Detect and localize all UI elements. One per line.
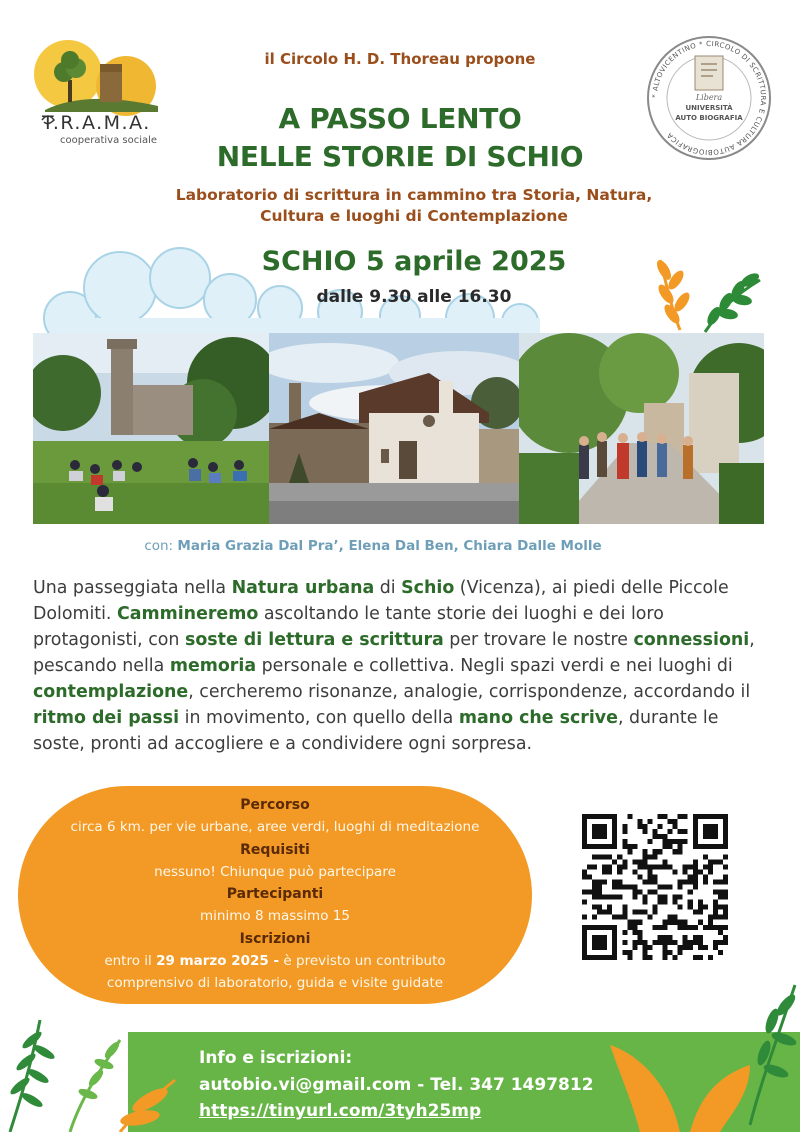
- desc-text: Una passeggiata nella: [33, 578, 232, 598]
- fern-left-decoration: [0, 1000, 200, 1132]
- iscrizioni-deadline: 29 marzo 2025 -: [156, 953, 280, 969]
- event-subtitle-line1: Laboratorio di scrittura in cammino tra Storia, Natura,: [175, 186, 653, 204]
- svg-text:AUTO BIOGRAFIA: AUTO BIOGRAFIA: [675, 114, 743, 122]
- desc-highlight: contemplazione: [33, 682, 189, 702]
- event-title-line1: A PASSO LENTO: [278, 102, 522, 135]
- photo-group-writing-on-lawn: [33, 333, 269, 524]
- requisiti-text: nessuno! Chiunque può partecipare: [154, 864, 396, 880]
- desc-text: , cercheremo risonanze, analogie, corrispondenze, accordando il: [188, 682, 751, 702]
- requisiti-label: Requisiti: [240, 842, 310, 858]
- desc-text: , pescando nella: [33, 630, 755, 676]
- desc-highlight: Natura urbana: [231, 578, 375, 598]
- iscrizioni-post: è previsto un contributo: [279, 953, 446, 969]
- trama-logo-subtitle: cooperativa sociale: [60, 135, 158, 146]
- desc-highlight: connessioni: [633, 630, 750, 650]
- desc-text: per trovare le nostre: [443, 630, 634, 650]
- photo-old-church: [269, 333, 519, 524]
- desc-highlight: Schio: [401, 578, 455, 598]
- iscrizioni-label: Iscrizioni: [239, 931, 311, 947]
- iscrizioni-text: [18, 953, 532, 969]
- svg-text:UNIVERSITÀ: UNIVERSITÀ: [685, 104, 733, 112]
- qr-code[interactable]: [582, 814, 728, 960]
- info-label: Info e iscrizioni:: [199, 1048, 353, 1068]
- desc-text: in movimento, con quello della: [179, 708, 459, 728]
- percorso-text: circa 6 km. per vie urbane, aree verdi, luoghi di meditazione: [70, 819, 480, 835]
- iscrizioni-pre: entro il: [104, 953, 157, 969]
- event-title-line2: NELLE STORIE DI SCHIO: [216, 140, 584, 173]
- svg-text:Libera: Libera: [695, 93, 723, 102]
- event-subtitle-line2: Cultura e luoghi di Contemplazione: [260, 207, 568, 225]
- event-description: [33, 575, 773, 757]
- event-time: dalle 9.30 alle 16.30: [316, 287, 512, 307]
- event-date: SCHIO 5 aprile 2025: [261, 246, 567, 277]
- partecipanti-label: Partecipanti: [226, 886, 324, 902]
- desc-text: (Vicenza), ai piedi delle Piccole Dolomiti.: [33, 578, 729, 624]
- credits-prefix: con:: [144, 538, 174, 554]
- desc-highlight: Cammineremo: [116, 604, 259, 624]
- svg-text:* ALTOVICENTINO * CIRCOLO DI S: * ALTOVICENTINO * CIRCOLO DI SCRITTURA E CULTURA AUTOBIOGRAFICA: [650, 39, 768, 157]
- iscrizioni-text-line2: comprensivo di laboratorio, guida e visite guidate: [106, 975, 444, 991]
- desc-text: ascoltando le tante storie dei luoghi e dei loro protagonisti, con: [33, 604, 664, 650]
- partecipanti-text: minimo 8 massimo 15: [200, 908, 350, 924]
- desc-highlight: mano che scrive: [458, 708, 618, 728]
- trama-logo-name: T.R.A.M.A.: [42, 112, 151, 134]
- desc-text: di: [374, 578, 402, 598]
- percorso-label: Percorso: [240, 797, 310, 813]
- contact-email-phone[interactable]: autobio.vi@gmail.com - Tel. 347 1497812: [199, 1075, 594, 1095]
- desc-text: , durante le soste, pronti ad accogliere e a condividere ogni sorpresa.: [33, 708, 719, 754]
- qr-code-image[interactable]: [582, 814, 728, 960]
- desc-highlight: ritmo dei passi: [33, 708, 180, 728]
- registration-link[interactable]: https://tinyurl.com/3tyh25mp: [199, 1101, 482, 1121]
- credits-names: Maria Grazia Dal Pra’, Elena Dal Ben, Chiara Dalle Molle: [177, 538, 602, 554]
- desc-highlight: soste di lettura e scrittura: [184, 630, 444, 650]
- desc-text: personale e collettiva. Negli spazi verdi e nei luoghi di: [256, 656, 733, 676]
- desc-highlight: memoria: [169, 656, 257, 676]
- organizers-credits: [0, 538, 746, 554]
- fern-right-decoration: [600, 965, 800, 1132]
- photo-walkers-on-path: [519, 333, 764, 524]
- presenter-line: il Circolo H. D. Thoreau propone: [264, 50, 536, 68]
